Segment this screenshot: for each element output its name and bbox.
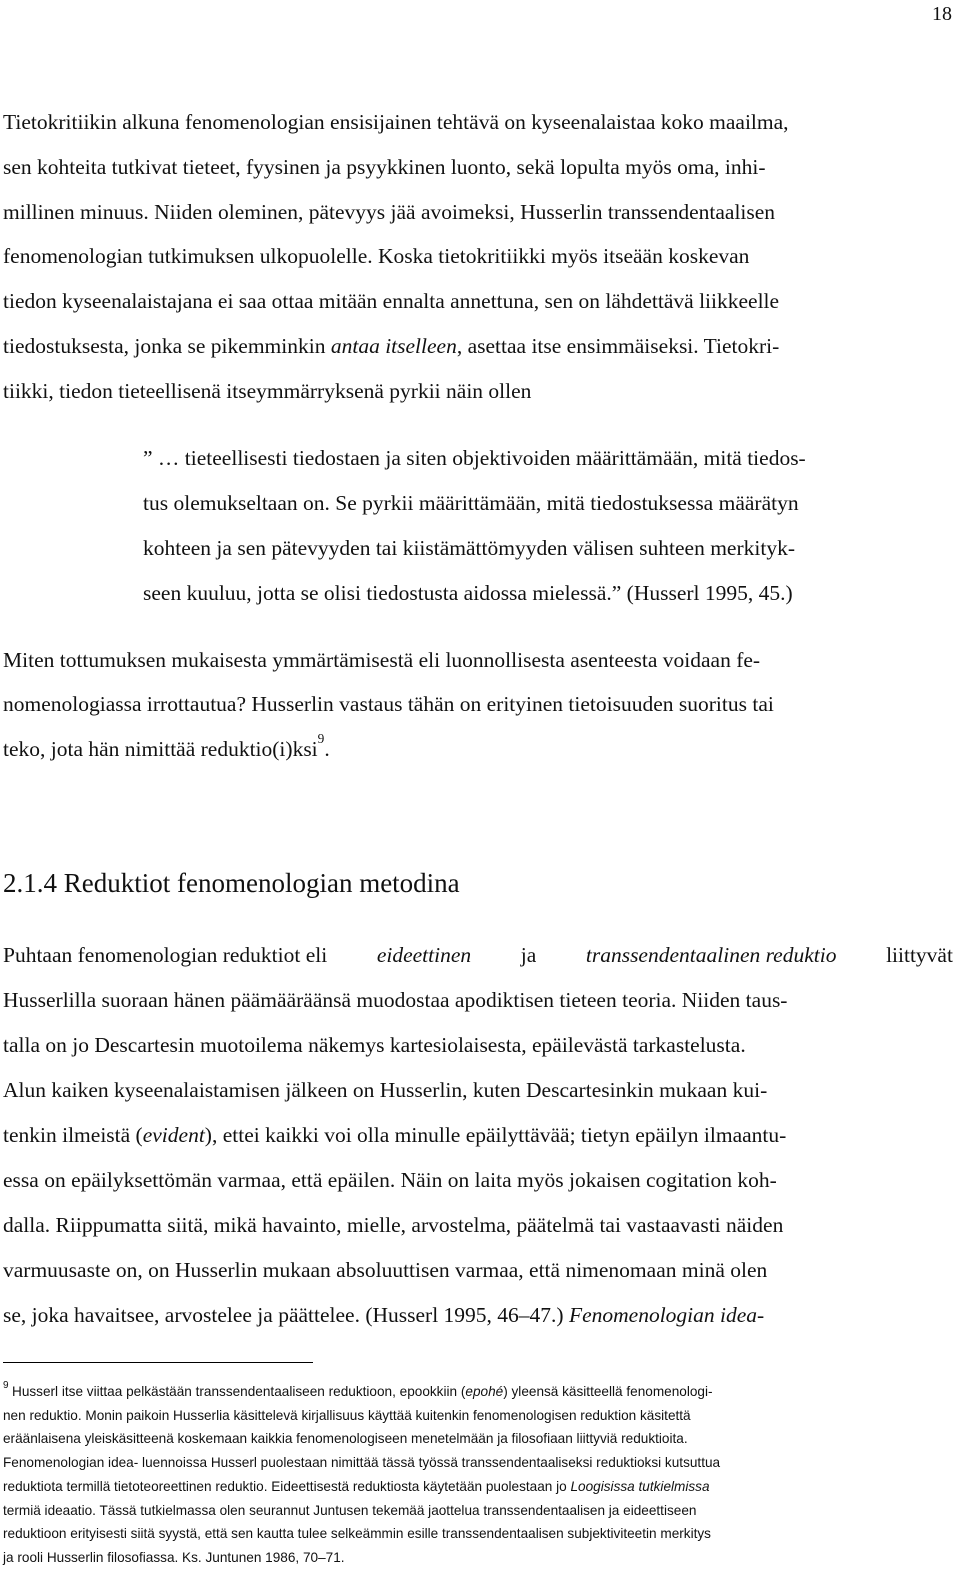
body-line: se, joka havaitsee, arvostelee ja päättelee. (Husserl 1995, 46–47.) Fenomenologian idea- bbox=[3, 1303, 765, 1327]
emphasis-text: antaa itselleen bbox=[330, 334, 457, 358]
footnote-line: reduktioon erityisesti siitä syystä, että sen kautta tulee selkeämmin esille transsendentaalisen subjektiviteetin merkitys bbox=[3, 1526, 711, 1541]
footnote-line: ja rooli Husserlin filosofiassa. Ks. Juntunen 1986, 70–71. bbox=[3, 1550, 345, 1565]
footnote-line: termiä ideaatio. Tässä tutkielmassa olen seurannut Juntusen tekemää jaottelua transsendentaalisen ja eideettiseen bbox=[3, 1503, 697, 1518]
footnote-line: Fenomenologian idea- luennoissa Husserl puolestaan nimittää tässä työssä transsendentaaliseksi reduktioksi kutsuttua bbox=[3, 1455, 721, 1470]
body-line: dalla. Riippumatta siitä, mikä havainto, mielle, arvostelma, päätelmä tai vastaavasti näiden bbox=[3, 1213, 784, 1237]
body-line: Alun kaiken kyseenalaistamisen jälkeen on Husserlin, kuten Descartesinkin mukaan kui- bbox=[3, 1078, 768, 1102]
body-line: Tietokritiikin alkuna fenomenologian ensisijainen tehtävä on kyseenalaistaa koko maailma, bbox=[3, 110, 789, 134]
body-line: tiikki, tiedon tieteellisenä itseymmärryksenä pyrkii näin ollen bbox=[3, 379, 532, 403]
emphasis-text: epohé bbox=[465, 1384, 504, 1399]
body-line: Miten tottumuksen mukaisesta ymmärtämisestä eli luonnollisesta asenteesta voidaan fe- bbox=[3, 648, 761, 672]
footnote-line: reduktiota termillä tietoteoreettinen reduktio. Eideettisestä reduktiosta käytetään puolestaan jo Loogisissa tutkielmissa bbox=[3, 1479, 710, 1494]
body-line: millinen minuus. Niiden oleminen, pätevyys jää avoimeksi, Husserlin transsendentaalisen bbox=[3, 200, 776, 224]
footnote-ref[interactable]: 9 bbox=[317, 731, 325, 746]
body-line: sen kohteita tutkivat tieteet, fyysinen ja psyykkinen luonto, sekä lopulta myös oma, inhi- bbox=[3, 155, 766, 179]
body-line: talla on jo Descartesin muotoilema näkemys kartesiolaisesta, epäilevästä tarkastelusta. bbox=[3, 1033, 746, 1057]
body-line: varmuusaste on, on Husserlin mukaan absoluuttisen varmaa, että nimenomaan minä olen bbox=[3, 1258, 768, 1282]
emphasis-text: evident bbox=[142, 1123, 205, 1147]
footnote-separator bbox=[3, 1362, 313, 1363]
body-line: essa on epäilyksettömän varmaa, että epäilen. Näin on laita myös jokaisen cogitation koh- bbox=[3, 1168, 777, 1192]
emphasis-text: Loogisissa tutkielmissa bbox=[570, 1479, 710, 1494]
page-number: 18 bbox=[932, 3, 952, 25]
quote-line: tus olemukseltaan on. Se pyrkii määrittämään, mitä tiedostuksessa määrätyn bbox=[143, 491, 799, 515]
emphasis-text: transsendentaalinen reduktio bbox=[585, 943, 837, 967]
emphasis-text: eideettinen bbox=[376, 943, 472, 967]
body-line: tenkin ilmeistä ( evident ), ettei kaikki voi olla minulle epäilyttävää; tietyn epäilyn ilmaantu- bbox=[3, 1123, 787, 1147]
footnote-line: nen reduktio. Monin paikoin Husserlia käsittelevä kirjallisuus käyttää kuitenkin fenomenologisen reduktion käsitettä bbox=[3, 1408, 691, 1423]
body-line: tiedostuksesta, jonka se pikemminkin antaa itselleen , asettaa itse ensimmäiseksi. Tietokri- bbox=[3, 334, 780, 358]
quote-line: seen kuuluu, jotta se olisi tiedostusta aidossa mielessä.” (Husserl 1995, 45.) bbox=[143, 581, 793, 605]
emphasis-text: Fenomenologian idea- bbox=[568, 1303, 765, 1327]
body-line: nomenologiassa irrottautua? Husserlin vastaus tähän on erityinen tietoisuuden suoritus tai bbox=[3, 692, 774, 716]
footnote-number: 9 bbox=[3, 1380, 9, 1391]
body-line: Husserlilla suoraan hänen päämääräänsä muodostaa apodiktisen tieteen teoria. Niiden taus- bbox=[3, 988, 788, 1012]
quote-line: ” … tieteellisesti tiedostaen ja siten objektivoiden määrittämään, mitä tiedos- bbox=[143, 446, 806, 470]
body-line: tiedon kyseenalaistajana ei saa ottaa mitään ennalta annettuna, sen on lähdettävä liikkeelle bbox=[3, 289, 780, 313]
quote-line: kohteen ja sen pätevyyden tai kiistämättömyyden välisen suhteen merkityk- bbox=[143, 536, 795, 560]
footnote-line: eräänlaisena yleiskäsitteenä koskemaan kaikkia fenomenologiseen menetelmään ja filosofiaan liittyviä reduktioita. bbox=[3, 1431, 688, 1446]
section-heading: 2.1.4 Reduktiot fenomenologian metodina bbox=[3, 868, 460, 898]
body-line: teko, jota hän nimittää reduktio(i)ksi 9 . bbox=[3, 731, 330, 761]
body-line: fenomenologian tutkimuksen ulkopuolelle. Koska tietokritiikki myös itseään koskevan bbox=[3, 244, 750, 268]
footnote-line: Husserl itse viittaa pelkästään transsendentaaliseen reduktioon, epookkiin ( epohé ) yleensä käsitteellä fenomenologi- bbox=[12, 1384, 713, 1399]
body-line: Puhtaan fenomenologian reduktiot eli eideettinen ja transsendentaalinen reduktio liittyvät bbox=[3, 943, 953, 967]
